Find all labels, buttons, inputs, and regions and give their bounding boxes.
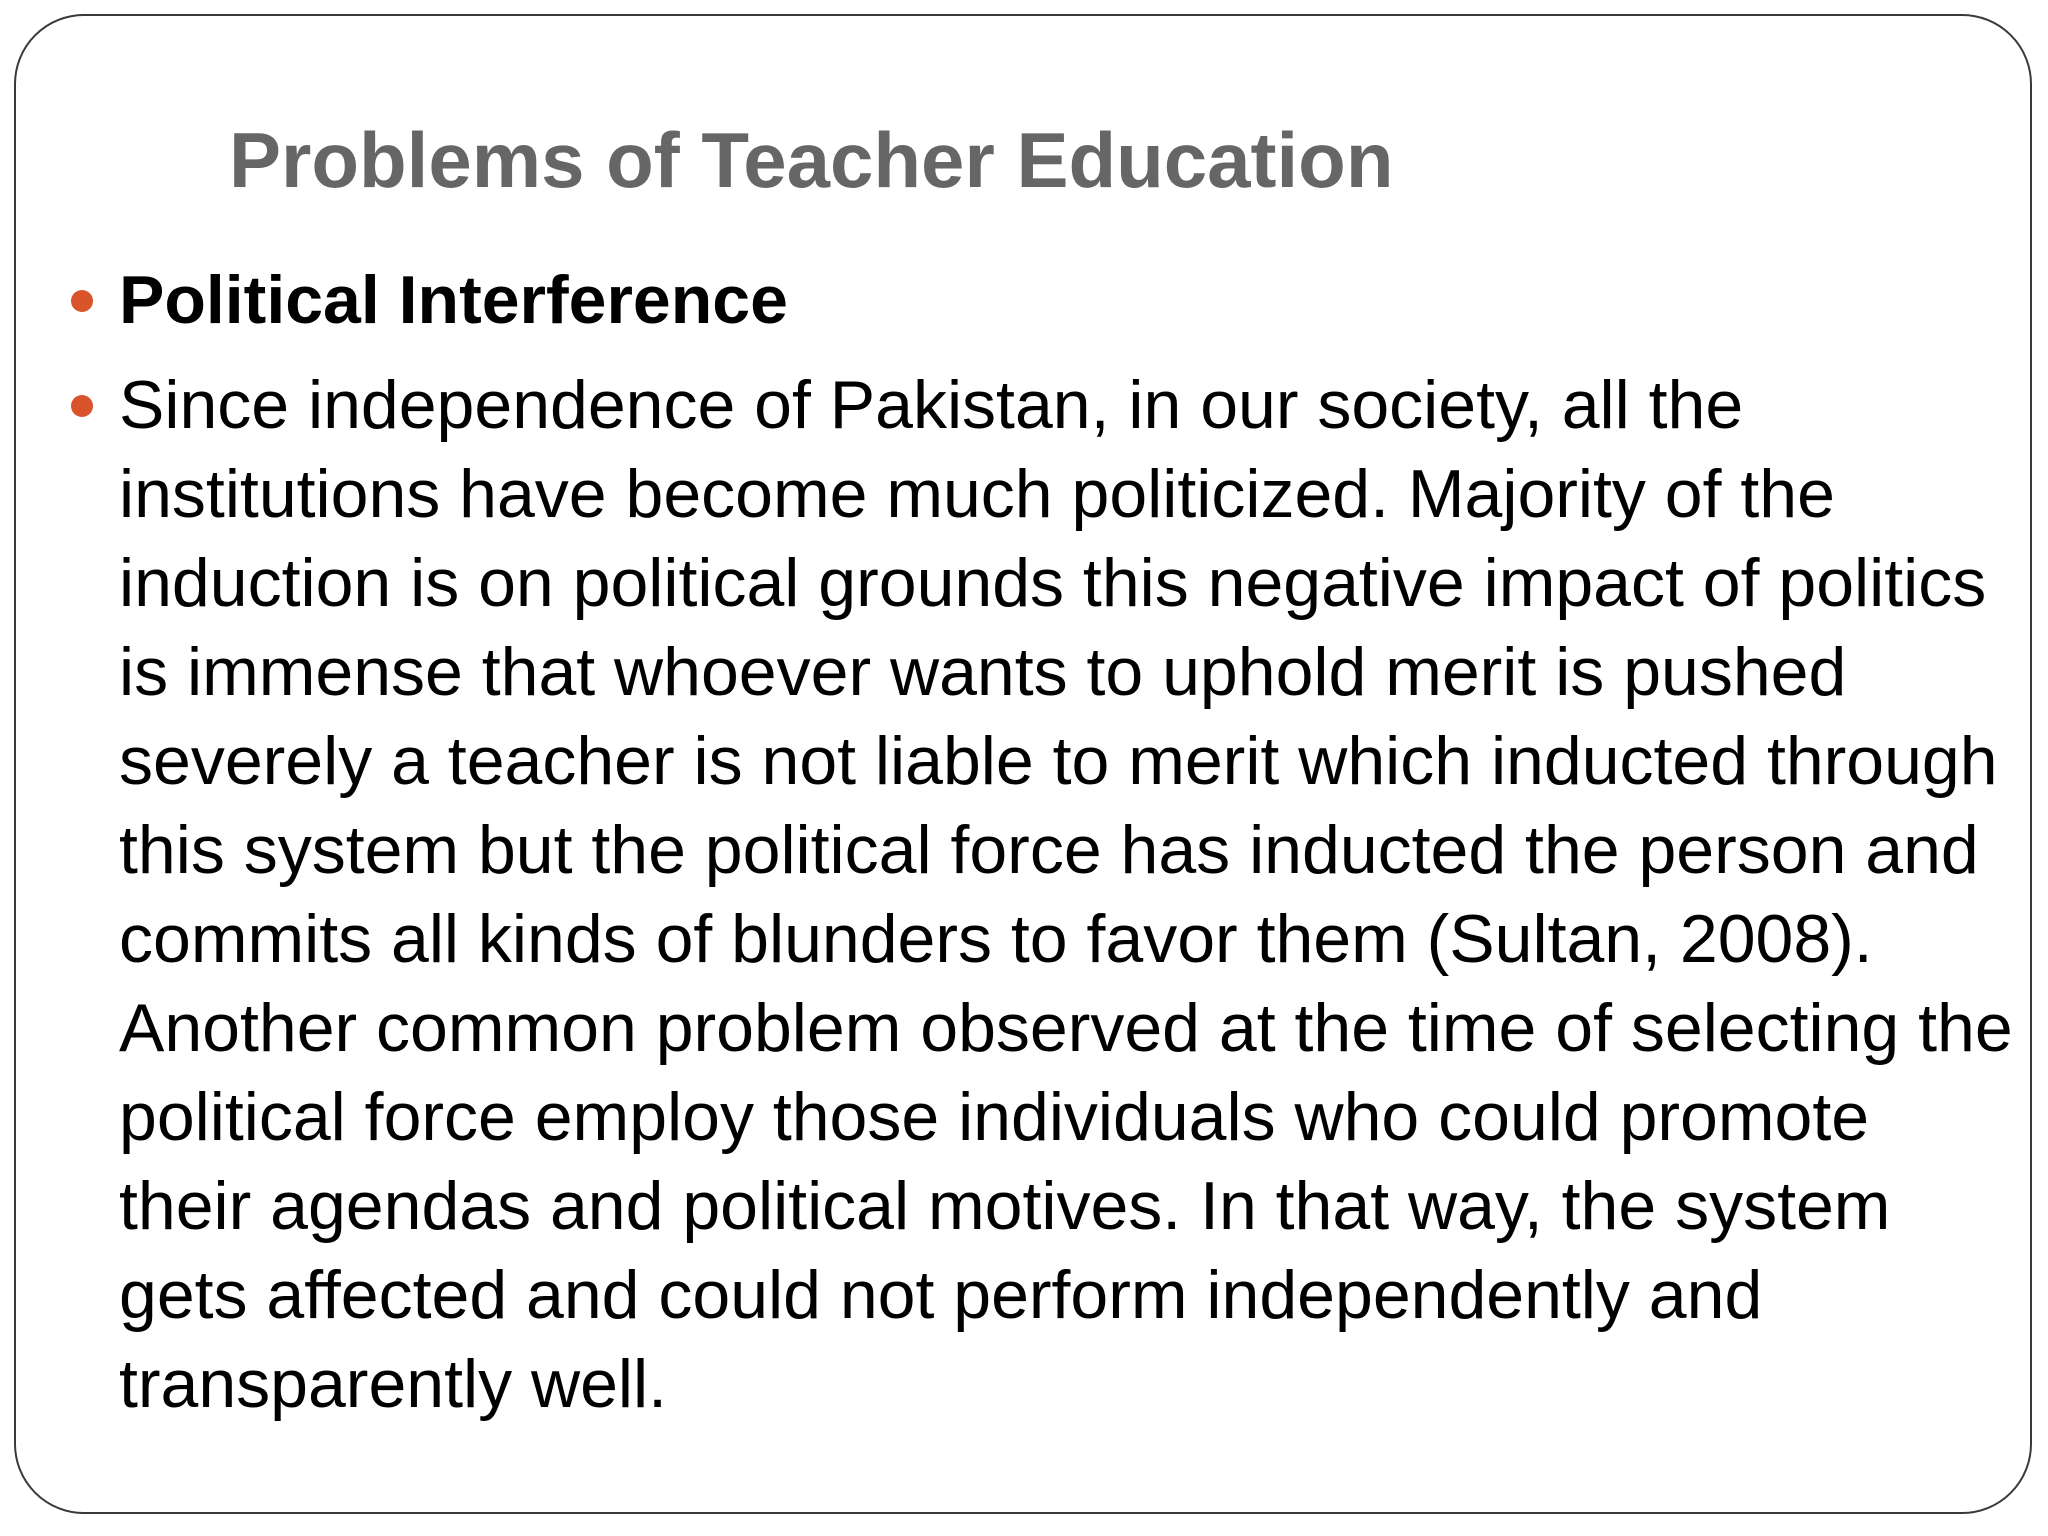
bullet-list	[16, 256, 2032, 1429]
bullet-dot-icon	[71, 395, 93, 417]
bullet-item-political-interference	[16, 256, 2032, 345]
slide	[14, 14, 2032, 1514]
bullet-text: Since independence of Pakistan, in our society, all the institutions have become much politicized. Majority of the induction is on political grounds this negative impact of politics is immense that whoever wants to uphold merit is pushed severely a teacher is not liable to merit which inducted through this system but the political force has inducted the person and commits all kinds of blunders to favor them (Sultan, 2008). Another common problem observed at the time of selecting the political force employ those individuals who could promote their agendas and political motives. In that way, the system gets affected and could not perform independently and transparently well.	[119, 367, 2013, 1422]
bullet-dot-icon	[71, 290, 93, 312]
bullet-text: Political Interference	[119, 262, 788, 338]
slide-title: Problems of Teacher Education	[229, 116, 1394, 204]
bullet-item-description	[16, 361, 2032, 1429]
